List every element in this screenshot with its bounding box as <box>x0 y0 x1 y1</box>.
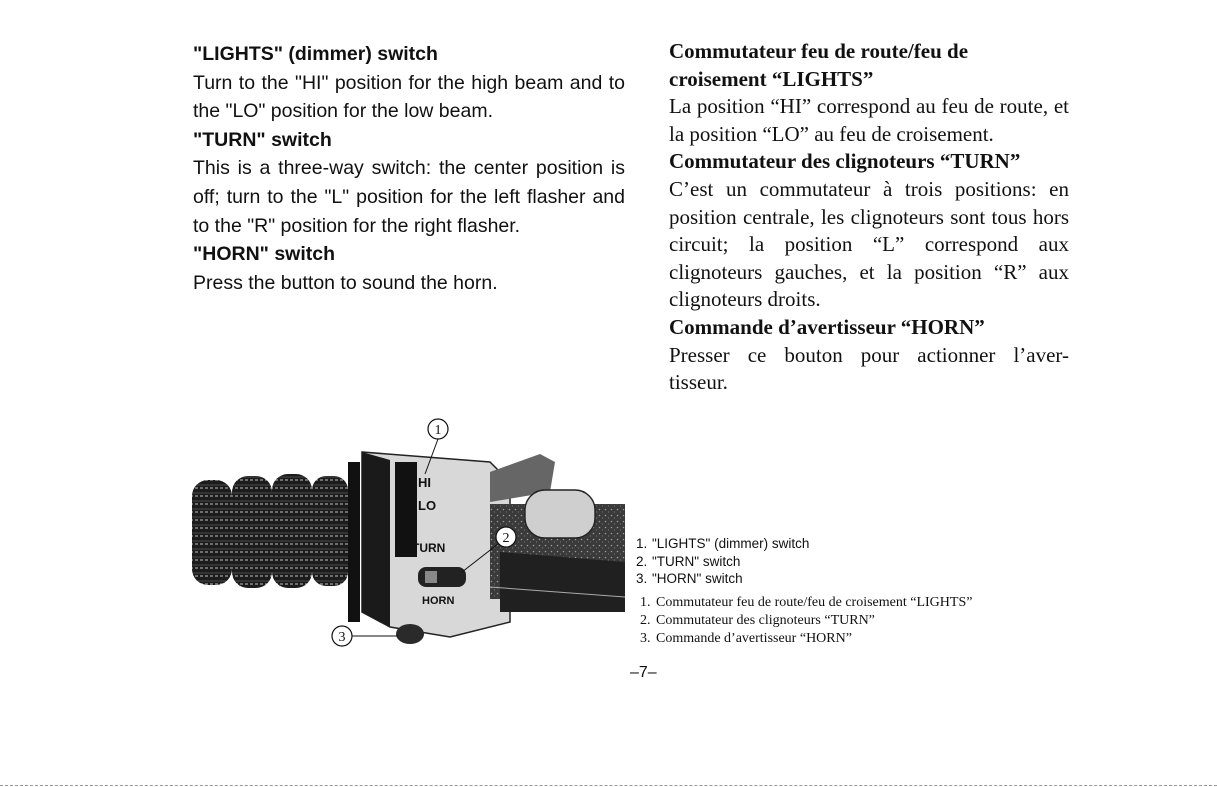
caption-en-3 <box>636 570 809 588</box>
captions-french <box>640 594 972 647</box>
caption-fr-3 <box>640 630 972 648</box>
svg-text:1: 1 <box>434 423 442 438</box>
horn-button <box>396 624 424 644</box>
caption-number: 1. <box>636 536 648 551</box>
lights-heading-en: "LIGHTS" (dimmer) switch <box>193 43 438 65</box>
horn-label: HORN <box>422 595 455 607</box>
lights-text-fr: La position “HI” correspond au feu de route, et la position “LO” au feu de croisement. <box>669 94 1069 146</box>
caption-fr-1 <box>640 594 972 612</box>
caption-number: 3. <box>640 630 651 646</box>
svg-text:3: 3 <box>338 630 346 645</box>
horn-heading-fr: Commande d’avertisseur “HORN” <box>669 314 985 339</box>
captions-english <box>636 535 809 588</box>
callout-3 <box>332 626 398 646</box>
svg-text:2: 2 <box>502 531 510 546</box>
turn-text-en: This is a three-way switch: the center position is off; turn to the "L" position for the left flasher and to the "R" position for the right flasher. <box>193 157 625 237</box>
caption-number: 1. <box>640 595 651 610</box>
caption-number: 2. <box>640 612 651 628</box>
handlebar-grip <box>192 462 360 622</box>
turn-heading-en: "TURN" switch <box>193 128 332 151</box>
caption-text: Commande d’avertisseur “HORN” <box>656 630 852 646</box>
caption-number: 3. <box>636 571 648 586</box>
caption-number: 2. <box>636 553 648 569</box>
caption-text: "LIGHTS" (dimmer) switch <box>652 536 810 551</box>
hi-label: HI <box>418 475 431 490</box>
switch-housing <box>362 452 510 644</box>
english-column <box>193 40 625 297</box>
turn-text-fr: C’est un commutateur à trois positions: en position centrale, les clignoteurs sont tous hors circuit; la position “L” correspond aux clignoteurs gauches, et la position “R” aux clignoteurs droits. <box>669 176 1069 312</box>
horn-heading-en: "HORN" switch <box>193 243 336 266</box>
caption-text: "TURN" switch <box>652 553 741 569</box>
page-number: –7– <box>630 664 657 681</box>
caption-en-2 <box>636 553 809 571</box>
caption-text: "HORN" switch <box>652 571 743 586</box>
turn-heading-fr: Commutateur des clignoteurs “TURN” <box>669 149 1021 174</box>
french-column <box>669 38 1069 397</box>
lo-label: LO <box>418 498 437 513</box>
page-edge-divider <box>0 785 1217 786</box>
turn-label: TURN <box>412 541 446 555</box>
caption-text: Commutateur feu de route/feu de croisement “LIGHTS” <box>656 595 973 610</box>
lights-heading-fr: Commutateur feu de route/feu de croisement “LIGHTS” <box>669 39 969 91</box>
caption-fr-2 <box>640 612 972 630</box>
horn-text-en: Press the button to sound the horn. <box>193 271 498 294</box>
handlebar-switch-photo <box>190 412 630 662</box>
caption-text: Commutateur des clignoteurs “TURN” <box>656 612 875 628</box>
lights-text-en: Turn to the "HI" position for the high beam and to the "LO" position for the low beam. <box>193 71 625 123</box>
horn-text-fr: Presser ce bouton pour actionner l’aver- tisseur. <box>669 342 1069 395</box>
caption-en-1 <box>636 535 809 553</box>
